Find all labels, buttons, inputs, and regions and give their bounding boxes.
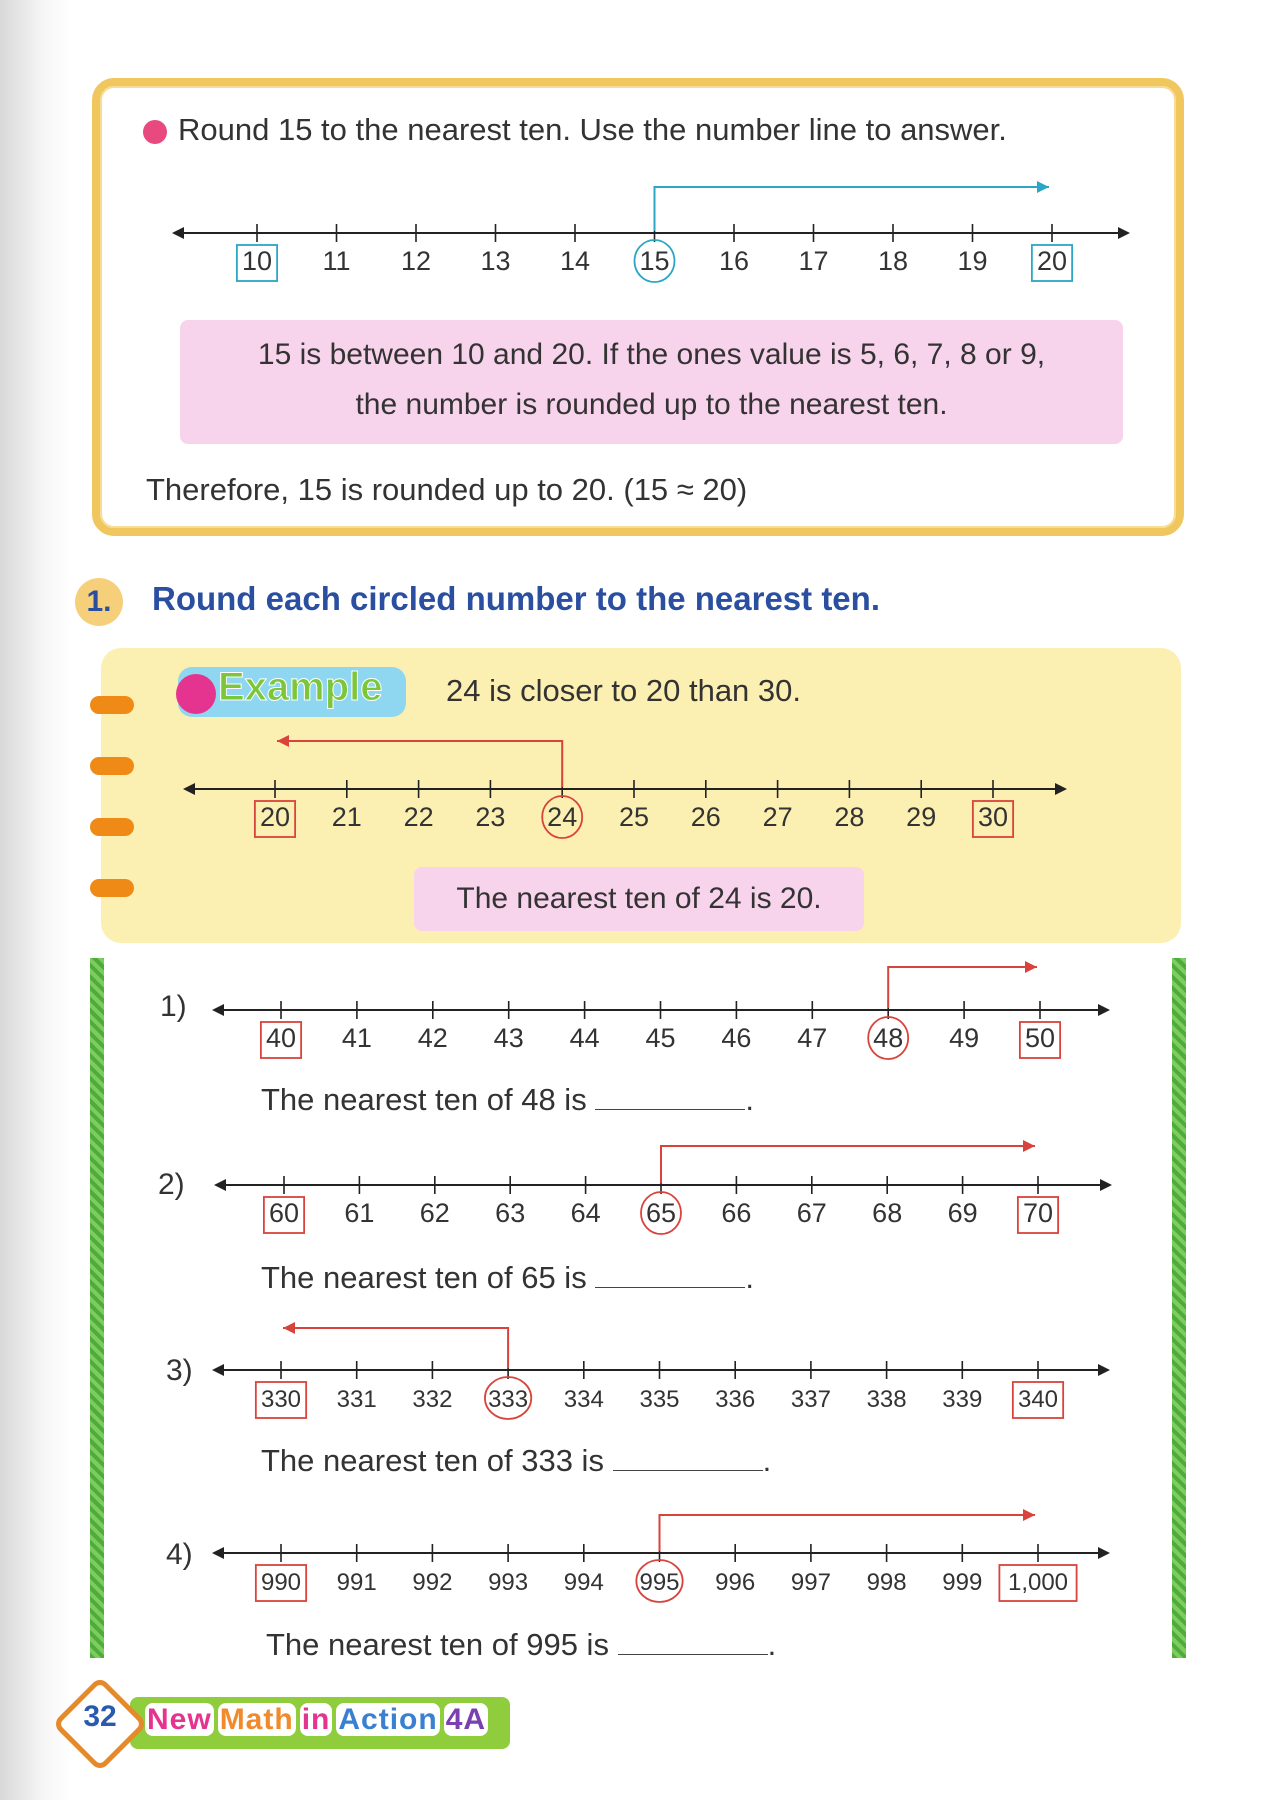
- tick-label: 70: [1022, 1198, 1054, 1228]
- question-label: 2): [158, 1168, 185, 1201]
- rounding-arrow: [661, 1146, 1035, 1183]
- sentence-text: The nearest ten of 995 is: [266, 1627, 609, 1662]
- arrow-left-icon: [283, 1322, 295, 1334]
- rounding-arrow: [283, 1328, 508, 1368]
- tick-label: 45: [645, 1023, 676, 1053]
- arrow-right-icon: [1023, 1140, 1035, 1152]
- sentence-text: The nearest ten of 333 is: [261, 1443, 604, 1478]
- tick-label: 67: [796, 1198, 827, 1228]
- title-word: Math: [219, 1703, 294, 1736]
- arrowhead-left-icon: [183, 783, 195, 795]
- tick-label: 22: [403, 802, 434, 832]
- tick-label: 23: [475, 802, 506, 832]
- tick-label: 998: [866, 1569, 907, 1596]
- arrowhead-left-icon: [172, 227, 184, 239]
- arrow-right-icon: [1023, 1509, 1035, 1521]
- number-line-q4: [212, 1509, 1110, 1602]
- tick-label: 63: [495, 1198, 526, 1228]
- intro-conclusion: Therefore, 15 is rounded up to 20. (15 ≈ 20): [146, 472, 748, 507]
- title-word: in: [301, 1703, 331, 1736]
- arrowhead-right-icon: [1098, 1364, 1110, 1376]
- tick-label: 997: [790, 1569, 831, 1596]
- tick-label: 18: [877, 246, 909, 276]
- tick-label: 991: [336, 1569, 377, 1596]
- tick-label: 40: [265, 1023, 297, 1053]
- arrowhead-right-icon: [1118, 227, 1130, 239]
- exercise-number: 1.: [75, 578, 123, 626]
- question-label: 4): [166, 1538, 193, 1571]
- tick-label: 336: [715, 1386, 756, 1413]
- page-number: 32: [83, 1700, 117, 1733]
- arrow-right-icon: [1037, 181, 1049, 193]
- explain-line-2: the number is rounded up to the nearest ten.: [355, 388, 948, 421]
- tick-label: 26: [690, 802, 721, 832]
- arrow-left-icon: [277, 735, 289, 747]
- tick-label: 21: [331, 802, 362, 832]
- tick-label: 24: [547, 802, 578, 832]
- tick-label: 13: [480, 246, 511, 276]
- tick-label: 30: [977, 802, 1009, 832]
- tick-label: 340: [1017, 1386, 1059, 1413]
- tick-label: 995: [639, 1569, 680, 1596]
- number-line-q3: [212, 1322, 1110, 1419]
- tick-label: 29: [906, 802, 937, 832]
- rounding-arrow: [888, 967, 1037, 1008]
- tick-label: 41: [341, 1023, 372, 1053]
- tick-label: 66: [721, 1198, 752, 1228]
- question-label: 3): [166, 1354, 193, 1387]
- tick-label: 10: [241, 246, 273, 276]
- tick-label: 65: [645, 1198, 677, 1228]
- tick-label: 27: [762, 802, 793, 832]
- book-title: [145, 1703, 492, 1737]
- tick-label: 49: [949, 1023, 980, 1053]
- arrow-right-icon: [1025, 961, 1037, 973]
- tick-label: 992: [412, 1569, 453, 1596]
- sentence-text: The nearest ten of 65 is: [261, 1260, 587, 1295]
- title-word: New: [147, 1703, 212, 1736]
- tick-label: 50: [1024, 1023, 1056, 1053]
- tick-label: 993: [488, 1569, 529, 1596]
- period: .: [745, 1260, 754, 1295]
- tick-label: 330: [260, 1386, 302, 1413]
- tick-label: 994: [563, 1569, 604, 1596]
- tick-label: 20: [259, 802, 291, 832]
- tick-label: 334: [563, 1386, 604, 1413]
- tick-label: 331: [336, 1386, 377, 1413]
- period: .: [767, 1627, 777, 1662]
- rounding-arrow: [660, 1515, 1036, 1551]
- tick-label: 17: [798, 246, 829, 276]
- explain-line-1: 15 is between 10 and 20. If the ones value is 5, 6, 7, 8 or 9,: [257, 338, 1046, 371]
- question-label: 1): [160, 990, 187, 1023]
- tick-label: 19: [957, 246, 988, 276]
- tick-label: 48: [873, 1023, 904, 1053]
- exercise-title: Round each circled number to the nearest ten.: [152, 580, 880, 617]
- intro-prompt: Round 15 to the nearest ten. Use the number line to answer.: [178, 112, 1007, 147]
- tick-label: 61: [344, 1198, 375, 1228]
- rounding-arrow: [277, 741, 562, 787]
- number-line-intro: [172, 181, 1130, 282]
- title-word: 4A: [445, 1703, 487, 1736]
- number-line-q2: [214, 1140, 1112, 1234]
- tick-label: 337: [790, 1386, 831, 1413]
- tick-label: 44: [569, 1023, 600, 1053]
- period: .: [745, 1082, 754, 1117]
- title-word: Action: [338, 1703, 438, 1736]
- arrowhead-left-icon: [212, 1004, 224, 1016]
- arrowhead-right-icon: [1100, 1179, 1112, 1191]
- tick-label: 11: [322, 246, 351, 276]
- rounding-arrow: [655, 187, 1050, 231]
- sentence-text: The nearest ten of 48 is: [261, 1082, 587, 1117]
- arrowhead-right-icon: [1055, 783, 1067, 795]
- example-answer: The nearest ten of 24 is 20.: [414, 867, 864, 931]
- number-line-example: [183, 735, 1067, 838]
- tick-label: 43: [493, 1023, 524, 1053]
- tick-label: 68: [872, 1198, 903, 1228]
- tick-label: 25: [618, 802, 650, 832]
- period: .: [762, 1443, 772, 1478]
- number-line-q1: [212, 961, 1110, 1059]
- tick-label: 990: [260, 1569, 302, 1596]
- example-badge-label: Example: [218, 665, 383, 709]
- tick-label: 46: [721, 1023, 752, 1053]
- arrowhead-left-icon: [212, 1547, 224, 1559]
- example-statement: 24 is closer to 20 than 30.: [446, 673, 802, 708]
- tick-label: 60: [268, 1198, 300, 1228]
- tick-label: 64: [570, 1198, 601, 1228]
- tick-label: 15: [639, 246, 670, 276]
- tick-label: 338: [866, 1386, 907, 1413]
- arrowhead-right-icon: [1098, 1004, 1110, 1016]
- tick-label: 333: [488, 1386, 529, 1413]
- tick-label: 28: [834, 802, 865, 832]
- arrowhead-left-icon: [214, 1179, 226, 1191]
- arrowhead-right-icon: [1098, 1547, 1110, 1559]
- tick-label: 20: [1036, 246, 1068, 276]
- arrowhead-left-icon: [212, 1364, 224, 1376]
- tick-label: 335: [639, 1386, 680, 1413]
- tick-label: 16: [718, 246, 750, 276]
- tick-label: 332: [412, 1386, 453, 1413]
- tick-label: 14: [559, 246, 591, 276]
- tick-label: 42: [417, 1023, 448, 1053]
- tick-label: 999: [942, 1569, 983, 1596]
- tick-label: 47: [797, 1023, 828, 1053]
- tick-label: 996: [715, 1569, 756, 1596]
- tick-label: 62: [419, 1198, 450, 1228]
- tick-label: 339: [942, 1386, 983, 1413]
- tick-label: 12: [400, 246, 432, 276]
- tick-label: 1,000: [1007, 1569, 1069, 1596]
- tick-label: 69: [947, 1198, 978, 1228]
